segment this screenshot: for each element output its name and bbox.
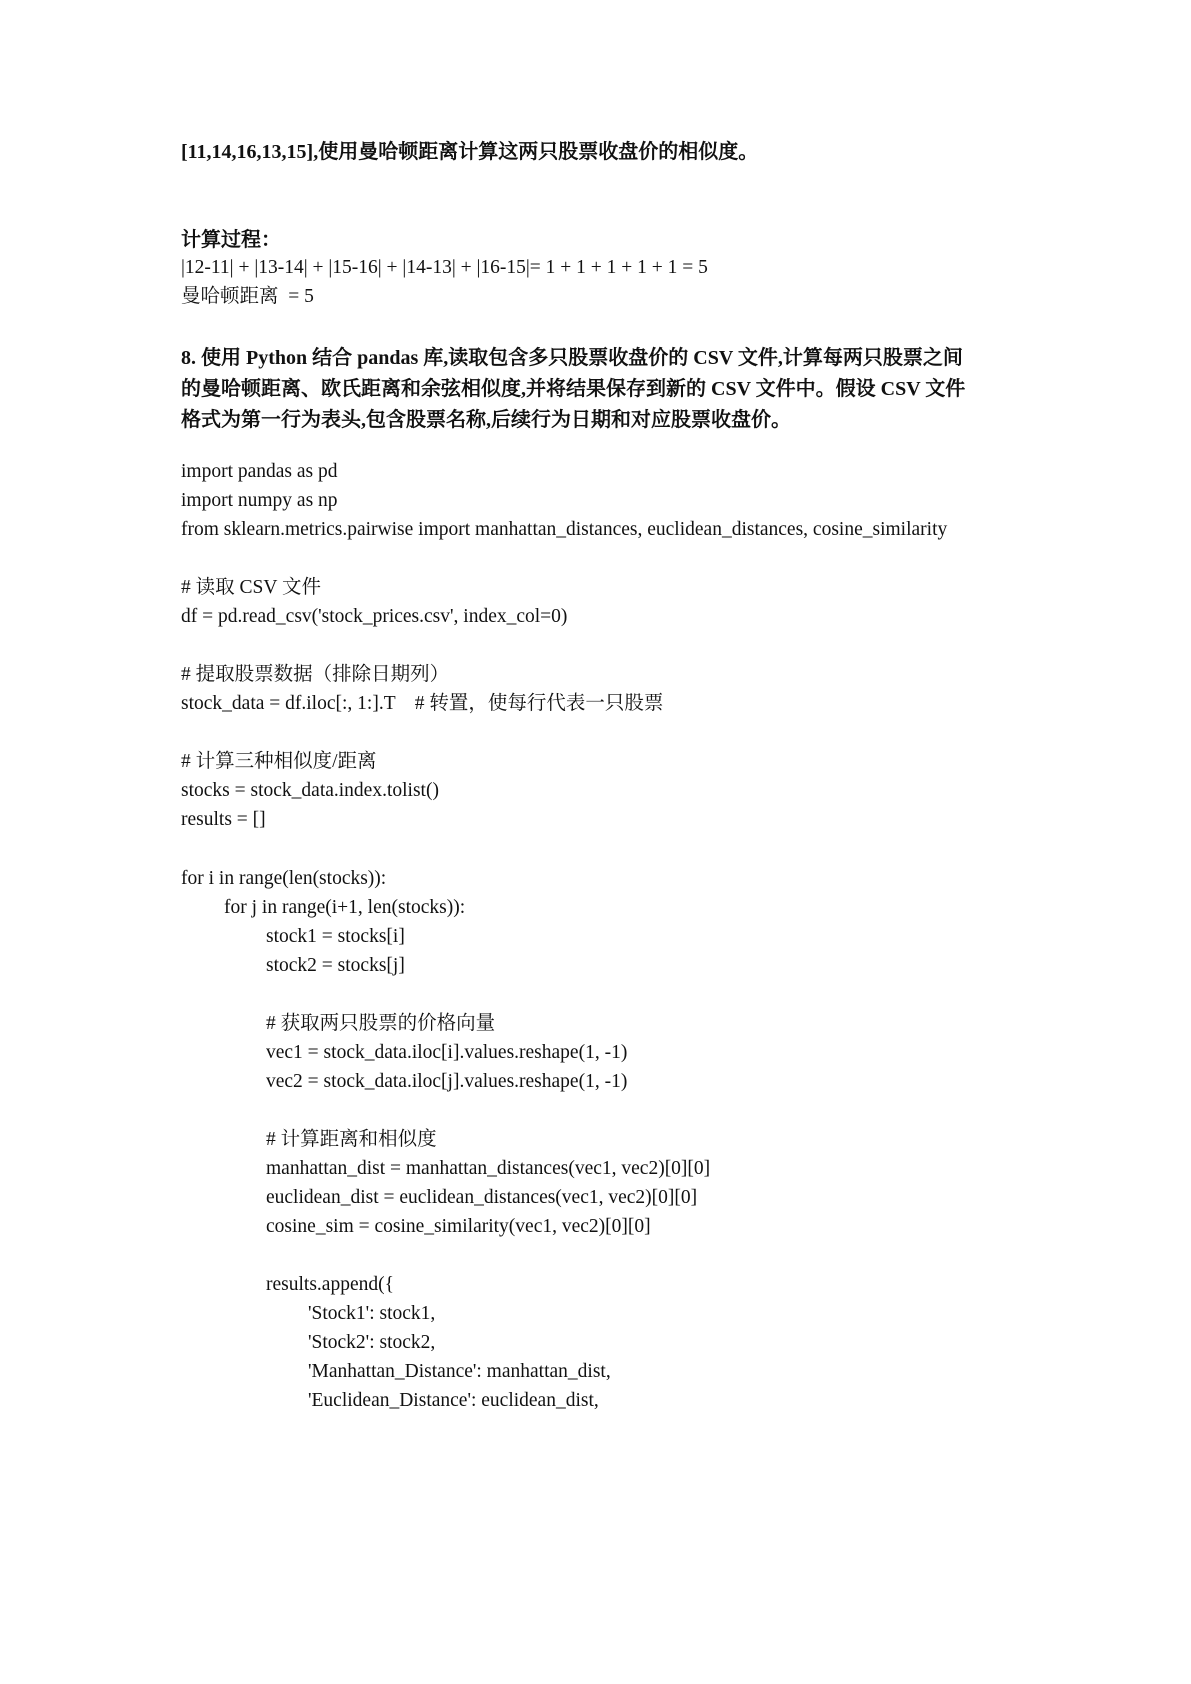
code-comment: # 读取 CSV 文件: [181, 577, 321, 598]
code-line: 'Stock2': stock2,: [308, 1332, 436, 1353]
code-line: cosine_sim = cosine_similarity(vec1, vec2)[0][0]: [266, 1216, 651, 1237]
code-comment: # 提取股票数据（排除日期列）: [181, 664, 450, 685]
question-8-line-1: 8. 使用 Python 结合 pandas 库,读取包含多只股票收盘价的 CSV 文件,计算每两只股票之间: [181, 347, 963, 369]
code-comment: # 计算距离和相似度: [266, 1129, 437, 1150]
code-line: stock1 = stocks[i]: [266, 926, 405, 947]
code-comment: # 计算三种相似度/距离: [181, 751, 377, 772]
code-line: for j in range(i+1, len(stocks)):: [224, 897, 466, 918]
code-line: 'Stock1': stock1,: [308, 1303, 436, 1324]
code-line: df = pd.read_csv('stock_prices.csv', index_col=0): [181, 606, 568, 627]
code-line: stocks = stock_data.index.tolist(): [181, 780, 439, 801]
code-line: results = []: [181, 809, 266, 830]
question-8-line-2: 的曼哈顿距离、欧氏距离和余弦相似度,并将结果保存到新的 CSV 文件中。假设 CSV 文件: [181, 378, 966, 400]
code-line: import numpy as np: [181, 490, 338, 511]
question-8: [181, 343, 1021, 436]
code-line: from sklearn.metrics.pairwise import manhattan_distances, euclidean_distances, cosine_similarity: [181, 519, 948, 540]
code-line: import pandas as pd: [181, 461, 338, 482]
code-line: for i in range(len(stocks)):: [181, 868, 387, 889]
calc-expression: |12-11| + |13-14| + |15-16| + |14-13| + |16-15|= 1 + 1 + 1 + 1 + 1 = 5: [181, 257, 708, 278]
code-line: euclidean_dist = euclidean_distances(vec1, vec2)[0][0]: [266, 1187, 698, 1208]
code-line: results.append({: [266, 1274, 394, 1295]
question-8-line-3: 格式为第一行为表头,包含股票名称,后续行为日期和对应股票收盘价。: [181, 409, 791, 431]
code-line: stock2 = stocks[j]: [266, 955, 405, 976]
code-line: stock_data = df.iloc[:, 1:].T # 转置，使每行代表一只股票: [181, 693, 664, 714]
calc-heading: 计算过程：: [181, 229, 281, 251]
code-line: vec2 = stock_data.iloc[j].values.reshape(1, -1): [266, 1071, 628, 1092]
code-line: 'Manhattan_Distance': manhattan_dist,: [308, 1361, 611, 1382]
calc-result: 曼哈顿距离 = 5: [181, 286, 314, 307]
previous-question-tail: [11,14,16,13,15],使用曼哈顿距离计算这两只股票收盘价的相似度。: [181, 141, 759, 163]
code-line: 'Euclidean_Distance': euclidean_dist,: [308, 1390, 599, 1411]
code-line: vec1 = stock_data.iloc[i].values.reshape(1, -1): [266, 1042, 628, 1063]
code-line: manhattan_dist = manhattan_distances(vec1, vec2)[0][0]: [266, 1158, 711, 1179]
code-comment: # 获取两只股票的价格向量: [266, 1013, 496, 1034]
